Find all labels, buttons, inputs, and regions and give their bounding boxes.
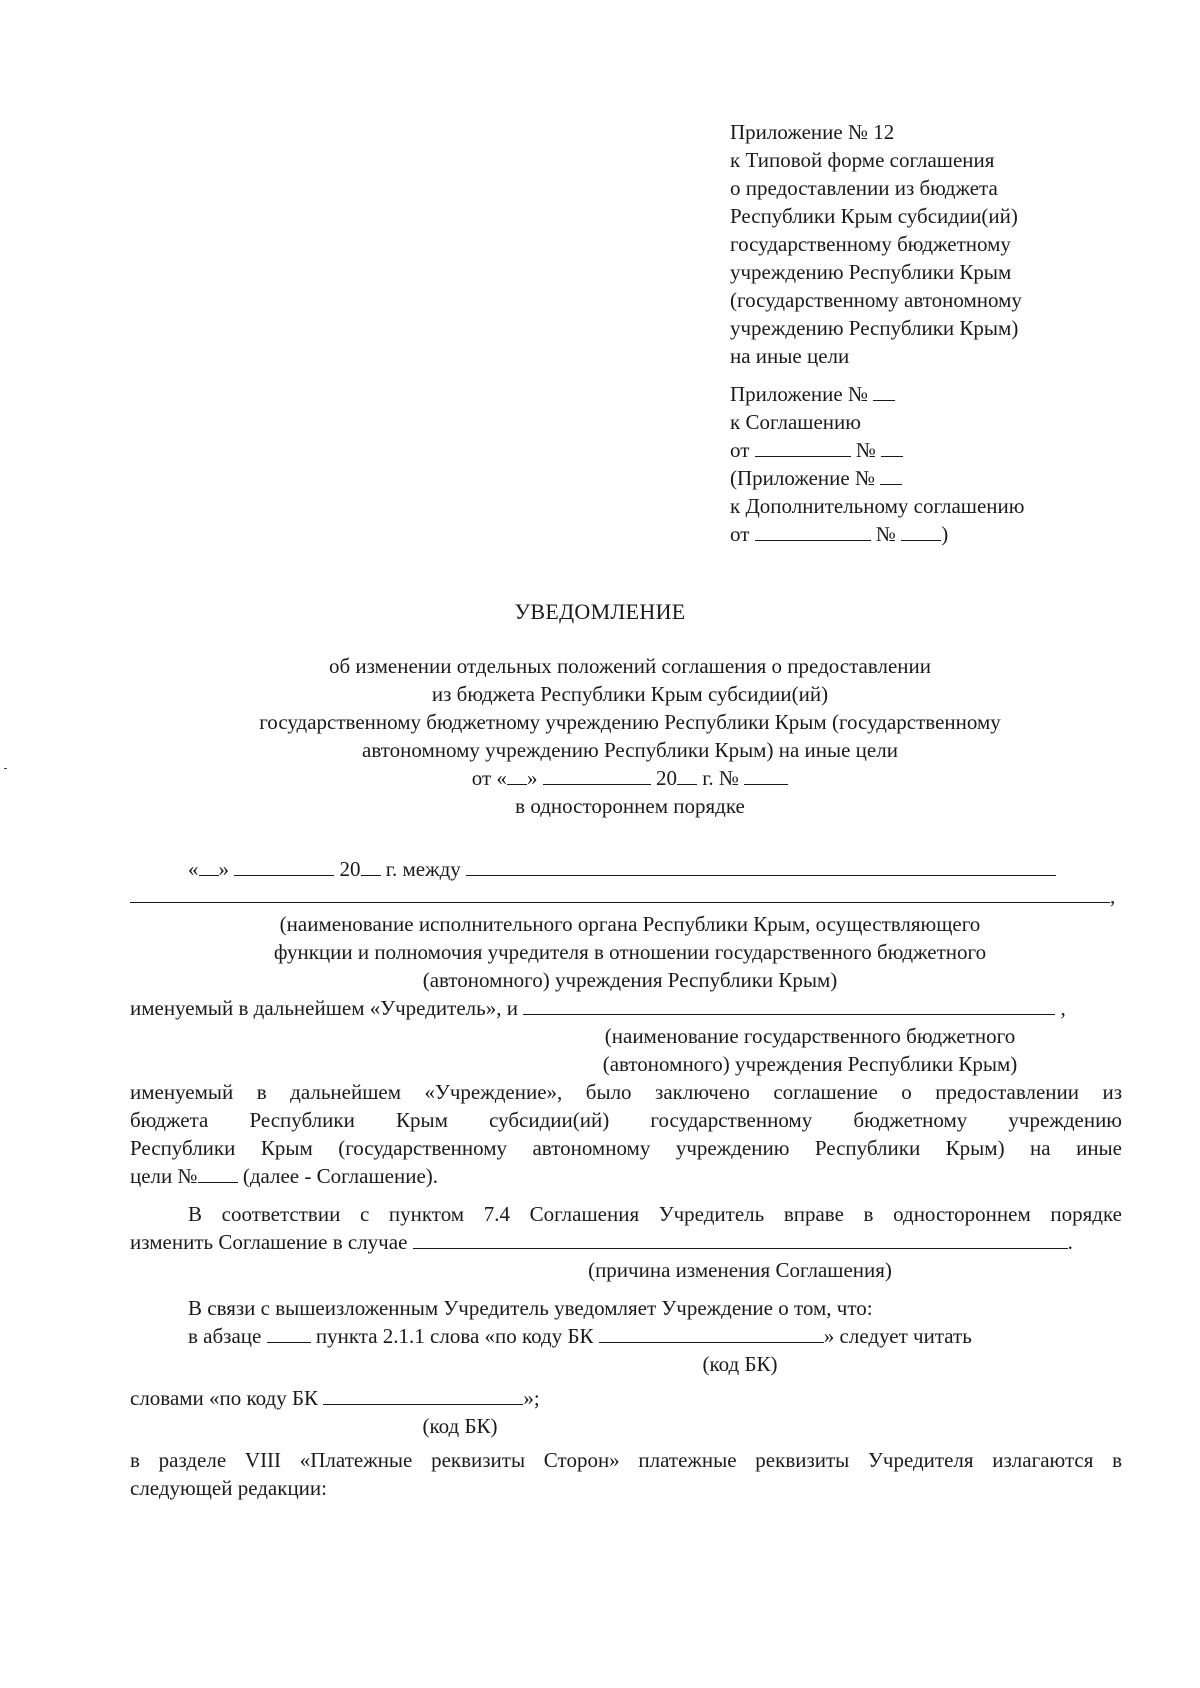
blank-field bbox=[199, 855, 219, 876]
blank-field bbox=[543, 764, 651, 785]
blank-field bbox=[413, 1228, 1068, 1249]
appendix-ref-line: (Приложение № bbox=[730, 464, 1130, 492]
paragraph-line: именуемый в дальнейшем «Учреждение», было заключено соглашение о предоставлении из bbox=[130, 1080, 1122, 1104]
appendix-ref-line: к Соглашению bbox=[730, 410, 861, 434]
blank-field bbox=[323, 1384, 523, 1405]
subtitle-order-line: в одностороннем порядке bbox=[515, 794, 745, 818]
blank-field bbox=[755, 436, 851, 457]
kbk-note: (код БК) bbox=[422, 1414, 498, 1438]
subtitle-line: об изменении отдельных положений соглашения о предоставлении bbox=[328, 654, 932, 678]
appendix-ref-line: к Дополнительному соглашению bbox=[730, 494, 1025, 518]
paragraph-line: В соответствии с пунктом 7.4 Соглашения Учредитель вправе в одностороннем порядке bbox=[188, 1202, 1122, 1226]
blank-field bbox=[198, 1162, 238, 1183]
blank-field bbox=[677, 764, 697, 785]
blank-field bbox=[523, 994, 1055, 1015]
institution-note-line: (автономного) учреждения Республики Крым) bbox=[602, 1052, 1018, 1076]
subtitle-line: государственному бюджетному учреждению Республики Крым (государственному bbox=[259, 710, 1001, 734]
blank-field bbox=[234, 855, 334, 876]
abzac-line: в абзаце пункта 2.1.1 слова «по коду БК » следует читать bbox=[188, 1324, 972, 1348]
appendix-line: о предоставлении из бюджета bbox=[730, 176, 998, 200]
appendix-line: к Типовой форме соглашения bbox=[730, 148, 995, 172]
paragraph-line: в разделе VIII «Платежные реквизиты Сторон» платежные реквизиты Учредителя излагаются в bbox=[130, 1448, 1122, 1472]
subtitle-line: из бюджета Республики Крым субсидии(ий) bbox=[431, 682, 829, 706]
subtitle-line: автономному учреждению Республики Крым) на иные цели bbox=[362, 738, 898, 762]
agreement-appendix-ref bbox=[730, 380, 1130, 548]
blank-field bbox=[873, 380, 895, 401]
founder-named-line: именуемый в дальнейшем «Учредитель», и , bbox=[130, 996, 1066, 1020]
paragraph-line: изменить Соглашение в случае . bbox=[130, 1230, 1073, 1254]
kbk-note: (код БК) bbox=[702, 1352, 778, 1376]
reason-note: (причина изменения Соглашения) bbox=[588, 1258, 892, 1282]
paragraph-line: Республики Крым (государственному автономному учреждению Республики Крым) на иные bbox=[130, 1136, 1122, 1160]
founder-note-line: (наименование исполнительного органа Республики Крым, осуществляющего bbox=[279, 912, 981, 936]
blank-field bbox=[599, 1322, 824, 1343]
blank-field bbox=[880, 464, 902, 485]
between-line: « » 20 г. между bbox=[188, 855, 1056, 883]
institution-note-line: (наименование государственного бюджетного bbox=[604, 1024, 1016, 1048]
notice-line: В связи с вышеизложенным Учредитель уведомляет Учреждение о том, что: bbox=[188, 1296, 873, 1320]
blank-field bbox=[507, 764, 527, 785]
appendix-ref-line: Приложение № bbox=[730, 380, 1130, 408]
blank-field bbox=[755, 520, 871, 541]
appendix-ref-line: от № ) bbox=[730, 522, 949, 546]
document-subtitle bbox=[130, 652, 1130, 820]
subtitle-date-line: от « » 20 г. № bbox=[130, 764, 1130, 792]
appendix-ref-line: от № bbox=[730, 436, 1130, 464]
appendix-line: учреждению Республики Крым) bbox=[730, 316, 1019, 340]
appendix-line: на иные цели bbox=[730, 344, 850, 368]
appendix-line: Приложение № 12 bbox=[730, 120, 895, 144]
blank-field bbox=[267, 1322, 311, 1343]
blank-field bbox=[466, 855, 1056, 876]
document-title: УВЕДОМЛЕНИЕ bbox=[514, 599, 686, 624]
blank-field bbox=[130, 882, 1110, 903]
appendix-line: учреждению Республики Крым bbox=[730, 260, 1012, 284]
paragraph-line: бюджета Республики Крым субсидии(ий) государственному бюджетному учреждению bbox=[130, 1108, 1122, 1132]
appendix-header bbox=[730, 118, 1130, 548]
paragraph-line: следующей редакции: bbox=[130, 1476, 327, 1500]
appendix-line: Республики Крым субсидии(ий) bbox=[730, 204, 1018, 228]
paragraph-line: цели № (далее - Соглашение). bbox=[130, 1164, 439, 1188]
words-line: словами «по коду БК »; bbox=[130, 1386, 540, 1410]
appendix-line: государственному бюджетному bbox=[730, 232, 1011, 256]
scan-artifact bbox=[4, 768, 7, 769]
appendix-line: (государственному автономному bbox=[730, 288, 1022, 312]
blank-field bbox=[881, 436, 903, 457]
founder-note-line: (автономного) учреждения Республики Крым) bbox=[422, 968, 838, 992]
blank-field bbox=[744, 764, 788, 785]
blank-field bbox=[361, 855, 381, 876]
founder-note-line: функции и полномочия учредителя в отношении государственного бюджетного bbox=[273, 940, 987, 964]
founder-name-line: , bbox=[130, 882, 1115, 910]
blank-field bbox=[901, 520, 941, 541]
